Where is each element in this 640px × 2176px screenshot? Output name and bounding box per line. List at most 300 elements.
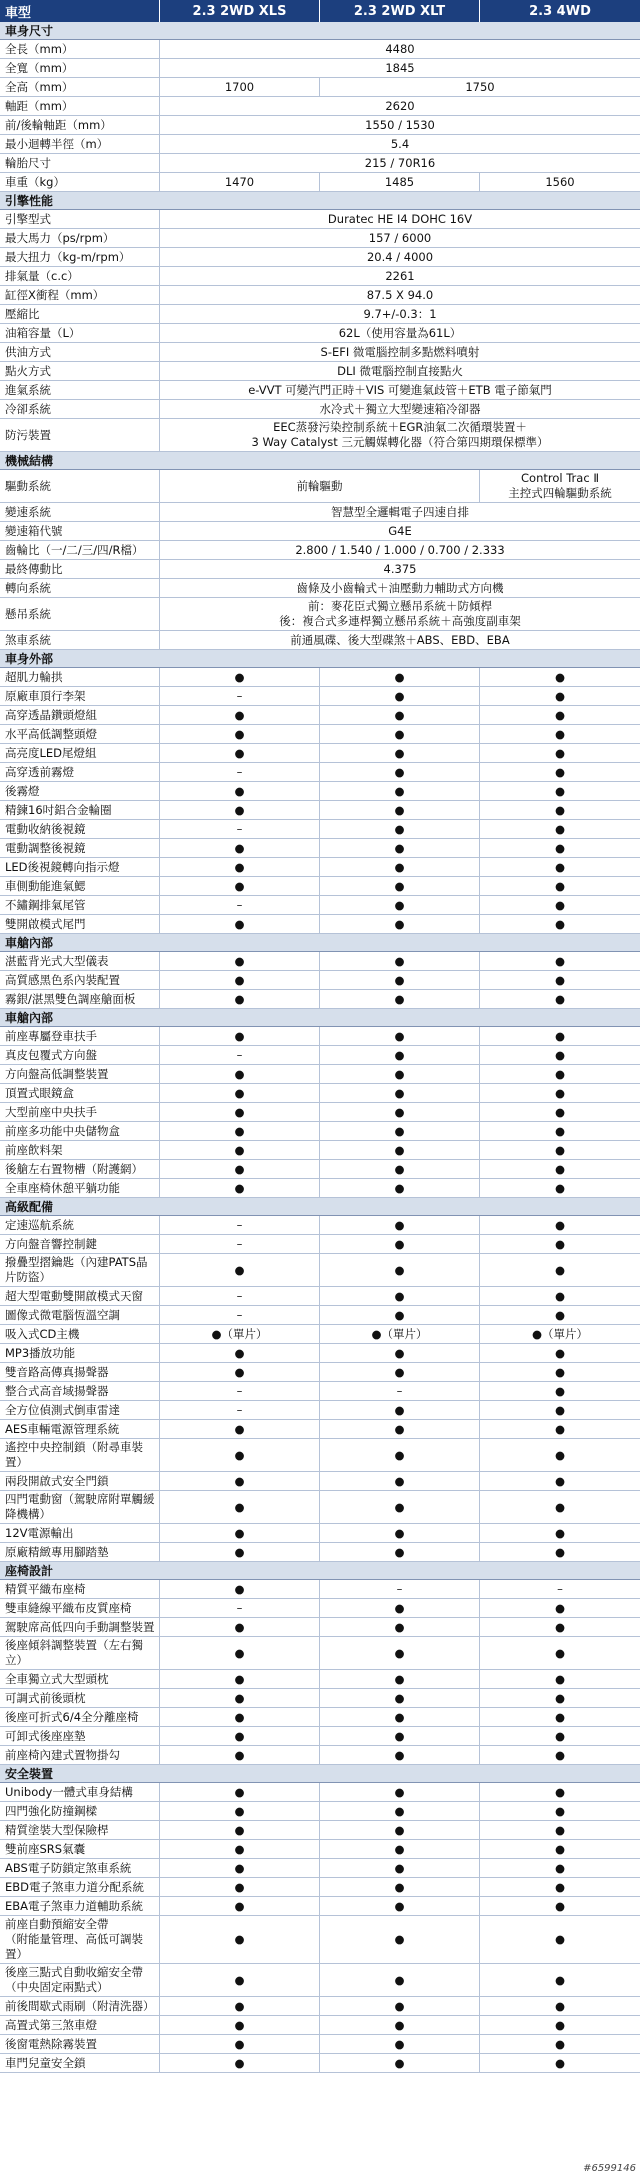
spec-value: ● [320,2016,480,2034]
spec-value: ● [554,2017,566,2032]
spec-value: ● [320,1141,480,1159]
spec-label: 兩段開啟式安全門鎖 [0,1472,160,1490]
spec-value: ● [320,1491,480,1523]
spec-label: 前後間歇式雨刷（附清洗器） [0,1997,160,2015]
spec-value: ● [554,1671,566,1686]
spec-label: 水平高低調整頭燈 [0,725,160,743]
spec-value: ● [320,877,480,895]
spec-value: ● [320,687,480,705]
spec-label: 缸徑X衝程（mm） [0,286,160,304]
spec-value: ● [320,1543,480,1561]
spec-row [0,990,640,1009]
spec-value: – [320,1580,480,1598]
spec-label: 最終傳動比 [0,560,160,578]
spec-value: ● [554,1345,566,1360]
spec-row [0,362,640,381]
spec-label: 原廠車頂行李架 [0,687,160,705]
spec-value: ● [554,1784,566,1799]
spec-value: ● [160,971,320,989]
spec-label: 全車座椅休憩平躺功能 [0,1179,160,1197]
spec-value: ● [160,1065,320,1083]
spec-label: 前/後輪軸距（mm） [0,116,160,134]
spec-label: Unibody一體式車身結構 [0,1783,160,1801]
spec-label: 雙前座SRS氣囊 [0,1840,160,1858]
spec-row [0,1472,640,1491]
spec-label: 輪胎尺寸 [0,154,160,172]
spec-label: 變速系統 [0,503,160,521]
spec-value: ● [320,971,480,989]
spec-row [0,915,640,934]
spec-value: – [160,1287,320,1305]
spec-row [0,1420,640,1439]
section-header: 安全裝置 [0,1765,640,1783]
spec-value: ● [320,1254,480,1286]
spec-label: 前座椅內建式置物掛勾 [0,1746,160,1764]
spec-label: 高亮度LED尾燈組 [0,744,160,762]
spec-value: Duratec HE I4 DOHC 16V [327,211,473,226]
spec-value: ● [554,953,566,968]
spec-value: 1485 [320,173,480,191]
spec-row [0,400,640,419]
spec-row [0,1689,640,1708]
spec-value: ● [554,859,566,874]
spec-row [0,1491,640,1524]
spec-value: ● [320,1783,480,1801]
spec-row [0,763,640,782]
spec-value: ● [554,1860,566,1875]
spec-row [0,78,640,97]
spec-value: ● [160,1491,320,1523]
spec-value: ● [554,897,566,912]
spec-row [0,343,640,362]
spec-value: ● [554,1364,566,1379]
spec-value: ● [160,990,320,1008]
spec-label: 湛藍背光式大型儀表 [0,952,160,970]
spec-row [0,1746,640,1765]
spec-label: 12V電源輸出 [0,1524,160,1542]
spec-value: ● [320,1802,480,1820]
spec-value: ● [320,763,480,781]
spec-value: ● [160,1859,320,1877]
spec-label: 最小迴轉半徑（m） [0,135,160,153]
spec-value: ● [320,1708,480,1726]
spec-value: ● [554,1180,566,1195]
spec-label: 電動收納後視鏡 [0,820,160,838]
spec-value: 2.800 / 1.540 / 1.000 / 0.700 / 2.333 [295,542,505,557]
spec-row [0,668,640,687]
spec-value: ● [554,2036,566,2051]
spec-value: ● [160,1179,320,1197]
spec-row [0,324,640,343]
spec-row [0,1840,640,1859]
spec-label: EBD電子煞車力道分配系統 [0,1878,160,1896]
spec-label: 四門電動窗（駕駛席附單觸緩降機構） [0,1491,160,1523]
spec-value: ● [160,1543,320,1561]
spec-value: ● [160,1637,320,1669]
spec-label: 整合式高音域揚聲器 [0,1382,160,1400]
spec-label: 大型前座中央扶手 [0,1103,160,1121]
spec-value: ● [160,1878,320,1896]
spec-value: ● [554,1728,566,1743]
spec-value: ● [554,840,566,855]
spec-value: ● [160,2054,320,2072]
spec-value: ● [160,1084,320,1102]
spec-value: ● [160,782,320,800]
spec-row [0,1599,640,1618]
spec-row [0,229,640,248]
spec-row [0,971,640,990]
spec-value: ● [554,1288,566,1303]
spec-value: ● [320,668,480,686]
spec-row [0,1325,640,1344]
spec-label: 圖像式微電腦恆溫空調 [0,1306,160,1324]
spec-value: ● [554,972,566,987]
spec-value: ● [320,1964,480,1996]
spec-value: ● [554,1822,566,1837]
spec-value: ● [160,1103,320,1121]
spec-label: 精質平織布座椅 [0,1580,160,1598]
spec-row [0,419,640,452]
spec-value: – [320,1382,480,1400]
spec-row [0,154,640,173]
spec-label: 點火方式 [0,362,160,380]
section-header: 機械結構 [0,452,640,470]
spec-value: ● [320,1821,480,1839]
spec-row [0,1141,640,1160]
spec-value: ● [554,2055,566,2070]
spec-value: ● [320,1235,480,1253]
spec-value: ● [554,1473,566,1488]
spec-value: ● [554,1085,566,1100]
spec-row [0,1580,640,1599]
spec-value: ● [554,802,566,817]
spec-value: 前輪驅動 [160,470,480,502]
spec-value: 水冷式＋獨立大型變速箱冷卻器 [319,401,481,416]
spec-value: ● [554,1123,566,1138]
spec-row [0,1235,640,1254]
watermark: #6599146 [583,2163,636,2174]
spec-label: 駕駛席高低四向手動調整裝置 [0,1618,160,1636]
spec-value: ● [320,1103,480,1121]
spec-row [0,541,640,560]
spec-label: 方向盤高低調整裝置 [0,1065,160,1083]
spec-row [0,1216,640,1235]
spec-value: ● [320,1122,480,1140]
spec-row [0,1103,640,1122]
spec-row [0,116,640,135]
spec-value: ● [554,1879,566,1894]
spec-label: 高穿透前霧燈 [0,763,160,781]
spec-label: 後座傾斜調整裝置（左右獨立） [0,1637,160,1669]
spec-value: ● [554,1066,566,1081]
spec-value: ● [554,1499,566,1514]
spec-value: ● [320,725,480,743]
spec-value: ● [554,783,566,798]
spec-value: ● [160,1802,320,1820]
spec-label: 超大型電動雙開啟模式天窗 [0,1287,160,1305]
spec-label: AES車輛電源管理系統 [0,1420,160,1438]
spec-value: ● [320,1179,480,1197]
spec-value: ●（單片） [320,1325,480,1343]
spec-value: EEC蒸發污染控制系統＋EGR油氣二次循環裝置＋ 3 Way Catalyst 三元觸媒轉化器（符合第四期環保標準） [251,420,549,449]
spec-label: 車門兒童安全鎖 [0,2054,160,2072]
spec-value: ● [320,1897,480,1915]
spec-value: ● [320,1363,480,1381]
spec-row [0,579,640,598]
spec-row [0,560,640,579]
spec-label: 高置式第三煞車燈 [0,2016,160,2034]
section-header: 車身外部 [0,650,640,668]
spec-value: – [160,1306,320,1324]
spec-value: ● [554,1932,566,1946]
spec-value: ● [554,1447,566,1462]
spec-value: ● [320,1618,480,1636]
spec-value: ● [554,745,566,760]
spec-value: ● [320,896,480,914]
spec-row [0,1964,640,1997]
spec-value: e-VVT 可變汽門正時＋VIS 可變進氣歧管＋ETB 電子節氣門 [248,382,552,397]
spec-row [0,952,640,971]
spec-value: ●（單片） [160,1325,320,1343]
spec-label: 雙音路高傳真揚聲器 [0,1363,160,1381]
spec-value: ● [554,764,566,779]
spec-row [0,1708,640,1727]
spec-label: 四門強化防撞鋼樑 [0,1802,160,1820]
spec-label: 頂置式眼鏡盒 [0,1084,160,1102]
spec-value: ● [554,1600,566,1615]
spec-row [0,598,640,631]
spec-row [0,1524,640,1543]
spec-label: 定速巡航系統 [0,1216,160,1234]
spec-label: 後座可折式6/4全分離座椅 [0,1708,160,1726]
spec-value: ● [320,1524,480,1542]
spec-value: ● [320,1287,480,1305]
spec-row [0,1287,640,1306]
spec-value: 1560 [545,174,575,189]
spec-label: 最大扭力（kg-m/rpm） [0,248,160,266]
spec-label: 後艙左右置物槽（附護網） [0,1160,160,1178]
spec-value: 前：麥花臣式獨立懸吊系統＋防傾桿 後：複合式多連桿獨立懸吊系統＋高強度副車架 [279,599,521,628]
spec-label: 雙車縫線平織布皮質座椅 [0,1599,160,1617]
spec-row [0,210,640,229]
spec-value: ● [554,688,566,703]
spec-row [0,522,640,541]
spec-row [0,1783,640,1802]
spec-value: 1700 [160,78,320,96]
spec-value: ● [160,1027,320,1045]
spec-label: 齒輪比（一/二/三/四/R檔） [0,541,160,559]
spec-row [0,1046,640,1065]
spec-label: 精質塗裝大型保險桿 [0,1821,160,1839]
spec-row [0,1727,640,1746]
spec-value: – [160,763,320,781]
spec-value: ● [160,877,320,895]
spec-value: 1750 [465,79,495,94]
spec-value: – [160,687,320,705]
spec-label: 煞車系統 [0,631,160,649]
section-header: 座椅設計 [0,1562,640,1580]
spec-row [0,725,640,744]
spec-value: ● [160,725,320,743]
spec-value: ● [320,1046,480,1064]
spec-value: ● [320,1878,480,1896]
spec-label: 可卸式後座座墊 [0,1727,160,1745]
spec-row [0,1122,640,1141]
spec-label: 吸入式CD主機 [0,1325,160,1343]
spec-label: 前座專屬登車扶手 [0,1027,160,1045]
spec-value: ● [320,1439,480,1471]
spec-value: ● [160,2035,320,2053]
spec-value: ● [320,1689,480,1707]
spec-label: 最大馬力（ps/rpm） [0,229,160,247]
spec-label: 雙開啟模式尾門 [0,915,160,933]
spec-row [0,1344,640,1363]
spec-value: 智慧型全邏輯電子四速自排 [331,504,469,519]
spec-value: ● [554,1544,566,1559]
spec-label: 電動調整後視鏡 [0,839,160,857]
spec-value: G4E [388,523,412,538]
spec-value: ● [160,1254,320,1286]
spec-row [0,135,640,154]
spec-row [0,1254,640,1287]
spec-label: 引擎型式 [0,210,160,228]
spec-value: ● [160,1344,320,1362]
header-2wd-xls: 2.3 2WD XLS [160,0,320,22]
spec-row [0,248,640,267]
spec-value: ● [160,858,320,876]
spec-value: ● [160,915,320,933]
spec-value: ● [320,1472,480,1490]
spec-value: ● [554,991,566,1006]
spec-value: ● [160,1670,320,1688]
spec-value: ● [320,1997,480,2015]
spec-value: ● [554,1161,566,1176]
spec-value: ● [320,1401,480,1419]
spec-row [0,1084,640,1103]
spec-value: ● [320,1306,480,1324]
spec-label: 排氣量（c.c） [0,267,160,285]
spec-value: ● [320,1746,480,1764]
spec-row [0,801,640,820]
spec-value: ● [160,744,320,762]
spec-label: 軸距（mm） [0,97,160,115]
spec-value: ● [554,726,566,741]
spec-label: 全方位偵測式倒車雷達 [0,1401,160,1419]
spec-value: ● [554,1619,566,1634]
spec-value: ● [554,1402,566,1417]
spec-row [0,59,640,78]
spec-row [0,1802,640,1821]
spec-value: ● [554,1421,566,1436]
spec-row [0,631,640,650]
spec-row [0,877,640,896]
spec-value: – [160,1401,320,1419]
spec-label: 車重（kg） [0,173,160,191]
spec-label: MP3播放功能 [0,1344,160,1362]
spec-row [0,267,640,286]
spec-row [0,1878,640,1897]
spec-row [0,1179,640,1198]
spec-row [0,1027,640,1046]
spec-value: – [160,1046,320,1064]
spec-label: 前座自動預縮安全帶 （附能量管理、高低可調裝置） [0,1916,160,1963]
spec-value: ● [320,744,480,762]
spec-value: ● [320,1420,480,1438]
spec-value: ● [160,1727,320,1745]
spec-value: ● [160,1580,320,1598]
section-header: 車身尺寸 [0,22,640,40]
spec-value: ● [554,1803,566,1818]
spec-value: ● [160,1821,320,1839]
header-4wd: 2.3 4WD [529,3,591,19]
spec-label: 全高（mm） [0,78,160,96]
spec-label: 全車獨立式大型頭枕 [0,1670,160,1688]
spec-value: ● [320,1084,480,1102]
spec-value: – [557,1581,563,1596]
spec-row [0,1439,640,1472]
spec-value: ● [554,821,566,836]
spec-value: ● [160,1840,320,1858]
spec-value: ● [554,669,566,684]
spec-value: ● [554,916,566,931]
spec-value: ● [320,706,480,724]
spec-value: ● [320,1840,480,1858]
spec-label: 原廠精緻專用腳踏墊 [0,1543,160,1561]
spec-value: Control Trac Ⅱ 主控式四輪驅動系統 [508,471,612,500]
spec-row [0,687,640,706]
spec-row [0,2054,640,2073]
spec-value: ● [160,1708,320,1726]
spec-label: 撥疊型摺鑰匙（內建PATS晶片防盜） [0,1254,160,1286]
spec-value: – [160,896,320,914]
spec-label: 超肌力輪拱 [0,668,160,686]
spec-value: ● [160,1746,320,1764]
spec-value: 4480 [385,41,415,56]
spec-label: 不鏽鋼排氣尾管 [0,896,160,914]
spec-row [0,896,640,915]
spec-value: 前通風碟、後大型碟煞＋ABS、EBD、EBA [290,632,510,647]
spec-value: ● [160,706,320,724]
spec-row [0,40,640,59]
spec-row [0,2035,640,2054]
header-model-label: 車型 [0,0,160,22]
spec-value: ● [160,1916,320,1963]
spec-label: 車側動能進氣鰓 [0,877,160,895]
spec-value: ● [160,1689,320,1707]
spec-value: ● [160,668,320,686]
spec-value: ● [554,1709,566,1724]
spec-value: ● [554,1236,566,1251]
spec-row [0,1897,640,1916]
spec-row [0,470,640,503]
spec-value: ●（單片） [531,1326,589,1341]
spec-value: ● [554,1645,566,1660]
spec-row [0,858,640,877]
spec-value: 20.4 / 4000 [366,249,434,264]
spec-value: ● [320,1027,480,1045]
spec-value: ● [554,707,566,722]
spec-value: ● [320,2054,480,2072]
spec-value: ● [160,2016,320,2034]
spec-value: ● [320,782,480,800]
spec-label: 驅動系統 [0,470,160,502]
spec-label: ABS電子防鎖定煞車系統 [0,1859,160,1877]
spec-value: ● [160,1420,320,1438]
spec-value: ● [320,1160,480,1178]
spec-value: ● [160,952,320,970]
section-header: 車艙內部 [0,934,640,952]
section-header: 高級配備 [0,1198,640,1216]
